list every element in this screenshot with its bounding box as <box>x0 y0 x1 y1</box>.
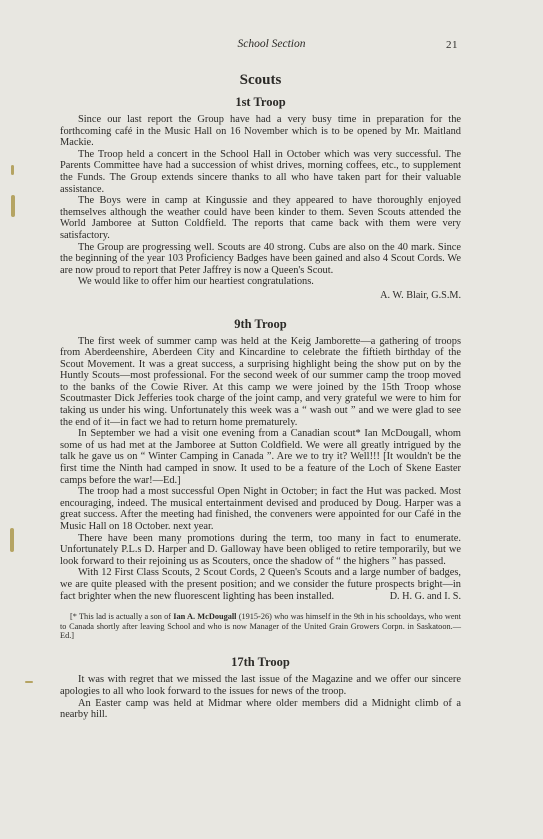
section-heading-9th-troop: 9th Troop <box>234 316 287 331</box>
paragraph: An Easter camp was held at Midmar where older members did a Midnight climb of a nearby hill. <box>60 697 461 721</box>
running-title: School Section <box>237 38 306 50</box>
paragraph: Since our last report the Group have had a very busy time in preparation for the forthcoming café in the Music Hall on 16 November which is to be opened by Mr. Maitland Mackie. <box>60 114 461 149</box>
margin-mark <box>11 195 15 217</box>
paragraph: The troop had a most successful Open Night in October; in fact the Hut was packed. Most encouraging, indeed. The musical entertainment devised and produced by Doug. Harper was a great success. After the meeting had finished, the conveners were appointed for our Café in the Music Hall on 18 October. next year. <box>60 486 461 532</box>
paragraph: The Troop held a concert in the School Hall in October which was very successful. The Parents Committee have had a succession of whist drives, morning coffees, etc., to supplement the Funds. The Group extends sincere thanks to all who have taken part for their valuable assistance. <box>60 148 461 195</box>
paragraph: In September we had a visit one evening from a Canadian scout* Ian McDougall, whom some of us had met at the Jamboree at Sutton Coldfield. We were all greatly intrigued by the talk he gave us on “ Winter Camping in Canada ”. Are we to try it? Well!!! [It wouldn't be the first time the Ninth had camped in snow. It used to be a feature of the Loch of Skene Easter camps before the war!—Ed.] <box>60 428 461 486</box>
signature: D. H. G. and I. S. <box>389 590 461 602</box>
footnote-prefix: [* This lad is actually a son of <box>70 612 174 622</box>
article <box>60 70 461 721</box>
section-heading-17th-troop: 17th Troop <box>231 655 290 670</box>
paragraph: The Group are progressing well. Scouts are 40 strong. Cubs are also on the 40 mark. Since the beginning of the year 103 Proficiency Badges have been gained and also 4 Scout Cords. We are now proud to report that Peter Jaffrey is now a Queen's Scout. <box>60 241 461 276</box>
paragraph: With 12 First Class Scouts, 2 Scout Cords, 2 Queen's Scouts and a large number of badges, we are quite pleased with the present position; and we consider the future prospects bright—in fact brighter when the new fluorescent lighting has been installed. <box>60 567 461 602</box>
signature: A. W. Blair, G.S.M. <box>380 289 461 301</box>
paragraph: We would like to offer him our heartiest congratulations. <box>78 276 314 288</box>
running-header <box>0 38 543 54</box>
paragraph: It was with regret that we missed the last issue of the Magazine and we offer our sincere apologies to all who look forward to the issues for news of the troop. <box>60 674 461 697</box>
margin-mark <box>11 165 14 175</box>
footnote-suffix: (1915-26) who was himself in the 9th in his schooldays, who went to Canada shortly after leaving School and who is now Manager of the United Grain Growers Corpn. in Saskatoon.—Ed.] <box>60 612 461 640</box>
paragraph: The first week of summer camp was held at the Keig Jamborette—a gathering of troops from Aberdeenshire, Aberdeen City and Kincardine to celebrate the fiftieth birthday of the Scout Movement. It was a great success, a surprising highlight being the show put on by the Huntly Scouts—most professional. For the second week of our summer camp the troop moved to the banks of the Cowie River. At this camp we were joined by the 15th Troop whose Scoutmaster Dick Jefferies took charge of the joint camp, and very grateful we were to him for taking us under his wing. Unfortunately this week was a “ wash out ” and we were glad to see the end of it—in fact we had to return home prematurely. <box>60 335 461 428</box>
footnote-name: Ian A. McDougall <box>173 612 237 622</box>
margin-mark <box>10 528 14 552</box>
page-number: 21 <box>446 39 458 51</box>
article-title: Scouts <box>239 72 282 88</box>
section-heading-1st-troop: 1st Troop <box>235 95 286 109</box>
paragraph: There have been many promotions during the term, too many in fact to enumerate. Unfortunately P.L.s D. Harper and D. Galloway have been obliged to retire temporarily, but we look forward to their rejoining us as Scouters, once the shadow of “ the highers ” has passed. <box>60 532 461 567</box>
margin-mark <box>25 681 33 683</box>
paragraph: The Boys were in camp at Kingussie and they appeared to have thoroughly enjoyed themselves although the weather could have been kinder to them. Seven Scouts attended the World Jamboree at Sutton Coldfield. The reports that came back with them were very satisfactory. <box>60 195 461 241</box>
editor-footnote <box>60 612 461 640</box>
